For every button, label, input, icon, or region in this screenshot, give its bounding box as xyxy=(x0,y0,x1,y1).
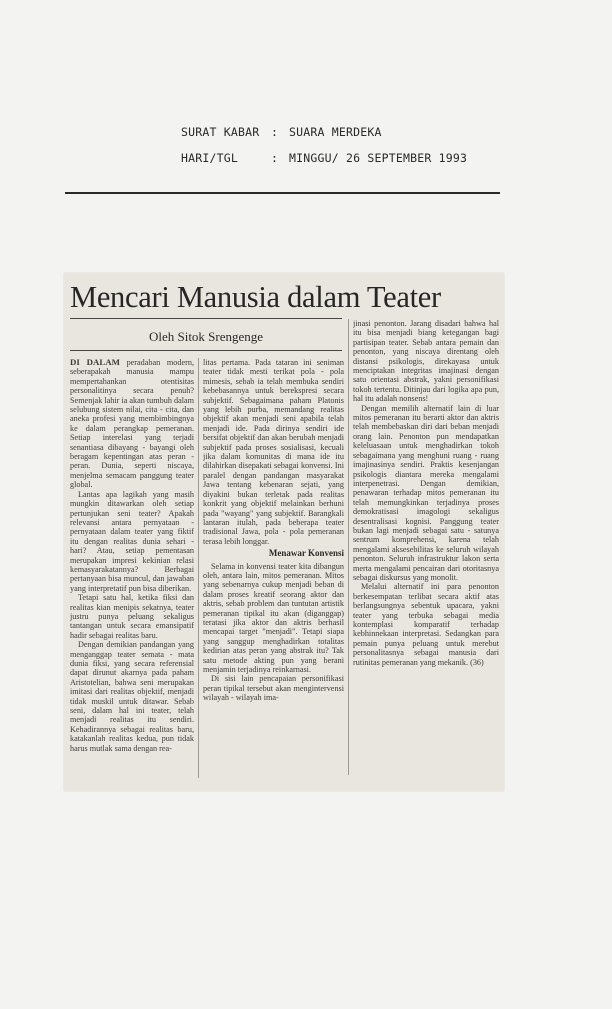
paragraph-text: peradaban modern, seberapakah manusia mampu mempertahankan otentisitas personalitinya secara penuh? Semenjak lahir ia akan tumbuh dalam selubung sistem nilai, cita - cita, dan aneka profesi yang membimbingnya ke dalam perangkap pemeranan. Setiap interelasi yang terjadi senantiasa dibayang - bayangi oleh beragam kepentingan atas peran - peran. Dunia, seperti niscaya, menjelma semacam panggung teater global. xyxy=(70,358,194,490)
subheading: Menawar Konvensi xyxy=(268,548,344,559)
paragraph: Melalui alternatif ini para penonton berkesempatan terlibat secara aktif atas berlangsungnya sebentuk upacara, yakni teater yang terbuka sebagai media kontemplasi komparatif terhadap kebhinnekaan interpretasi. Sedangkan para pemain punya peluang untuk merebut personalitasnya sebagai manusia dari rutinitas pemeranan yang mekanik. (36) xyxy=(353,582,499,667)
paragraph: Di sisi lain pencapaian personifikasi peran tipikal tersebut akan mengintervensi wilayah - wilayah ima- xyxy=(203,674,344,703)
lead-in: DI DALAM xyxy=(70,358,120,367)
article-column-3 xyxy=(353,319,499,773)
paragraph: Dengan memilih alternatif lain di luar mitos pemeranan itu berarti aktor dan aktris telah membebaskan diri dari beban menjadi orang lain. Penonton pun mendapatkan keleluasaan untuk menghadirkan tokoh sebagaimana yang menghuni ruang - ruang imajinasinya sendiri. Praktis kesenjangan psikologis diantara mereka mengalami interpenetrasi. Dengan demikian, penawaran terhadap mitos pemeranan itu telah memungkinkan terjadinya proses demokratisasi imagologi sekaligus desentralisasi kognisi. Panggung teater bukan lagi menjadi sebagai satu - satunya sentrum komprehensi, karena telah mengalami aksesebilitas ke seluruh wilayah penonton. Seluruh infrastruktur lakon serta merta mengalami pencairan dari otoritasnya sebagai diskursus yang monolit. xyxy=(353,403,499,582)
paragraph: jinasi penonton. Jarang disadari bahwa hal itu bisa menjadi biang ketegangan bagi partisipan teater. Sebab antara pemain dan penonton, yang niscaya direntang oleh distansi psikologis, direkayasa untuk menciptakan integritas imajinasi dengan satu orientasi abstrak, yakni personifikasi tokoh tertentu. Ditinjau dari logika apa pun, hal itu adalah nonsens! xyxy=(353,319,499,404)
article-column-2 xyxy=(203,358,344,778)
date-row xyxy=(181,151,467,165)
column-divider xyxy=(348,319,349,775)
date-separator: : xyxy=(271,151,279,165)
paragraph: Dengan demikian pandangan yang menganggap teater semata - mata dunia fiksi, yang secara referensial dapat dirunut akarnya pada paham Aristotelian, bahwa seni merupakan imitasi dari realitas objektif, menjadi tidak muskil untuk ditawar. Sebab seni, dalam hal ini teater, telah menjadi realitas itu sendiri. Kehadirannya sebagai realitas baru, katakanlah realitas kedua, pun tidak harus mutlak sama dengan rea- xyxy=(70,640,194,753)
article-byline: Oleh Sitok Srengenge xyxy=(148,329,264,344)
newspaper-separator: : xyxy=(271,125,279,139)
column-divider xyxy=(198,358,199,778)
date-value: MINGGU/ 26 SEPTEMBER 1993 xyxy=(289,151,468,165)
header-divider xyxy=(65,192,500,194)
date-label: HARI/TGL xyxy=(181,151,238,165)
byline-rule xyxy=(70,350,342,351)
paragraph: Tetapi satu hal, ketika fiksi dan realitas kian menipis sekatnya, teater justru punya peluang sekaligus tantangan untuk secara emansipatif hadir sebagai realitas baru. xyxy=(70,593,194,640)
paragraph: Lantas apa lagikah yang masih mungkin ditawarkan oleh setiap pertunjukan seni teater? Apakah relevansi antara pernyataan - pernyataan dalam teater yang fiktif itu dengan realitas dunia sehari - hari? Atau, setiap pementasan merupakan impresi kekinian relasi kemasyarakatannya? Berbagai pertanyaan bisa muncul, dan jawaban yang interpretatif pun bisa diberikan. xyxy=(70,489,194,593)
newspaper-label: SURAT KABAR xyxy=(181,125,260,139)
article-headline: Mencari Manusia dalam Teater xyxy=(70,280,441,314)
newspaper-row xyxy=(181,125,382,139)
article-column-1 xyxy=(70,358,194,778)
newspaper-value: SUARA MERDEKA xyxy=(289,125,382,139)
paragraph: litas pertama. Pada tataran ini seniman teater tidak mesti terikat pola - pola mimesis, sebab ia telah membuka sendiri kebebasannya untuk berekspresi secara subjektif. Sebagaimana paham Platonis yang lebih purba, memandang realitas objektif akan menjadi seni apabila telah menjadi ide. Pada dirinya sendiri ide bersifat objektif dan akan berubah menjadi subjektif pada proses sosialisasi, kecuali jika dalam komunitas di mana ide itu dilahirkan disepakati sebagai konvensi. Ini paralel dengan pandangan masyarakat Jawa tentang kebenaran sejati, yang diyakini bukan terletak pada realitas konkrit yang objektif melainkan berhuni pada "wayang" yang subjektif. Barangkali lantaran itulah, pada beberapa teater tradisional Jawa, pola - pola pemeranan terasa lebih longgar. xyxy=(203,358,344,546)
paragraph: Selama in konvensi teater kita dibangun oleh, antara lain, mitos pemeranan. Mitos yang sebenarnya cukup menjadi beban di dalam proses kreatif seorang aktor dan aktris, sebab problem dan tuntutan artistik pemeranan tipikal itu akan (diganggap) teratasi jika aktor dan aktris berhasil mencapai target "menjadi". Tetapi siapa yang sanggup menghadirkan totalitas kedirian atas peran yang abstrak itu? Tak satu metode akting pun yang berani menjamin terjadinya reinkarnasi. xyxy=(203,561,344,674)
headline-rule xyxy=(70,318,342,319)
paragraph xyxy=(70,358,194,490)
